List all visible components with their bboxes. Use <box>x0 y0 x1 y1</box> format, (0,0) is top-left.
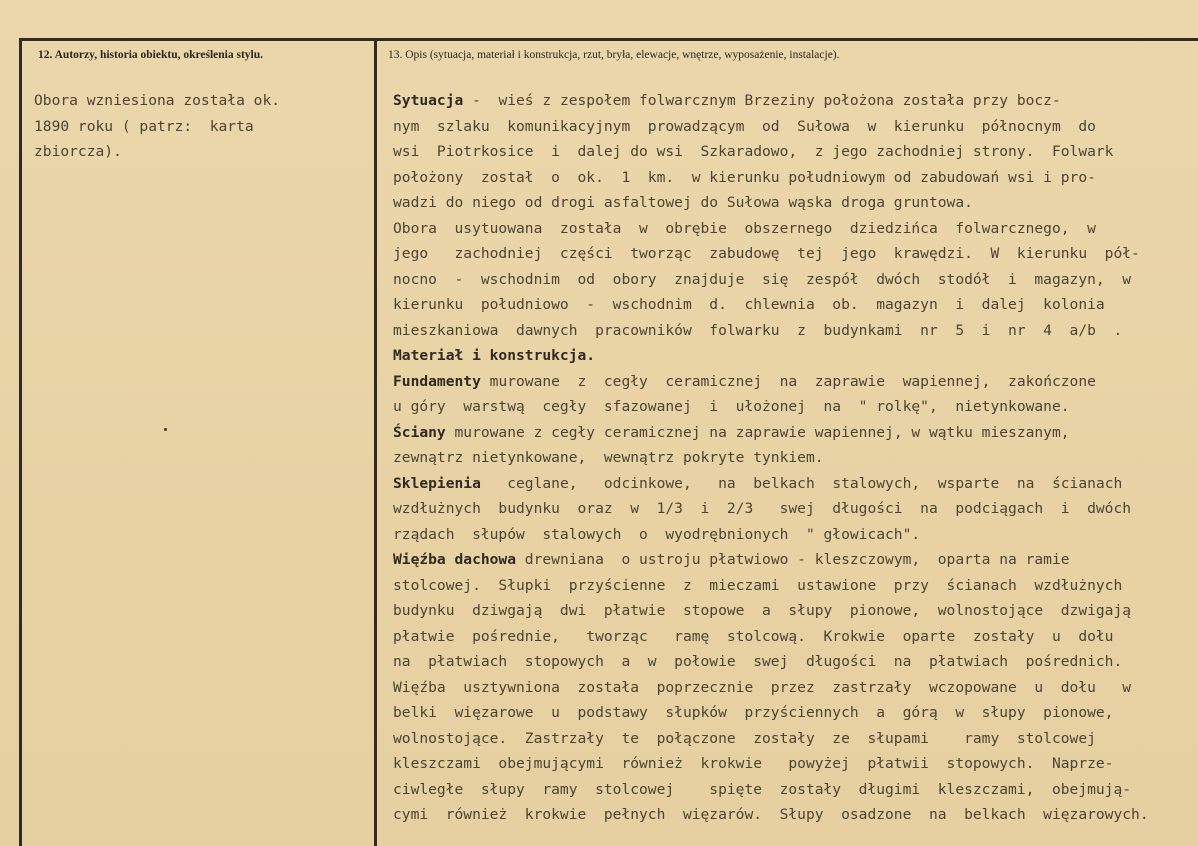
description-line <box>393 292 1183 318</box>
description-line <box>393 216 1183 242</box>
ink-dot <box>164 428 167 431</box>
line-text: rządach słupów stalowych o wyodrębnionych " głowicach". <box>393 525 921 543</box>
line-text: kierunku południowo - wschodnim d. chlewnia ob. magazyn i dalej kolonia <box>393 296 1105 313</box>
line-text: nym szlaku komunikacyjnym prowadzącym od Sułowa w kierunku północnym do <box>393 117 1096 135</box>
line-text: mieszkaniowa dawnych pracowników folwarku z budynkami nr 5 i nr 4 a/b . <box>393 321 1123 339</box>
description-line <box>393 241 1183 267</box>
description-line <box>393 700 1183 726</box>
description-line <box>393 114 1183 140</box>
description-line <box>393 369 1183 395</box>
section-13-heading: 13. Opis (sytuacja, materiał i konstrukcja, rzut, bryła, elewacje, wnętrze, wyposażenie, instalacje). <box>388 49 840 61</box>
description-line <box>393 573 1183 599</box>
description-line <box>393 343 1183 369</box>
line-text: - wieś z zespołem folwarcznym Brzeziny położona została przy bocz- <box>463 92 1061 109</box>
description-line <box>393 777 1183 803</box>
column-divider <box>374 38 377 846</box>
description-line <box>393 675 1183 701</box>
left-border-rule <box>19 38 22 846</box>
line-text: płatwie pośrednie, tworząc ramę stolcową. Krokwie oparte zostały u dołu <box>393 627 1114 645</box>
line-text: ciwległe słupy ramy stolcowej spięte zostały długimi kleszczami, obejmują- <box>393 780 1132 798</box>
description-line <box>393 751 1183 777</box>
description-line <box>393 445 1183 471</box>
description-line <box>393 267 1183 293</box>
line-text: jego zachodniej części tworząc zabudowę tej jego krawędzi. W kierunku pół- <box>393 245 1140 262</box>
description-line <box>393 394 1183 420</box>
subsection-heading: Materiał i konstrukcja. <box>393 347 596 364</box>
description-line <box>393 88 1183 114</box>
line-text: zewnątrz nietynkowane, wewnątrz pokryte tynkiem. <box>393 449 824 466</box>
description-line <box>393 802 1183 828</box>
subsection-heading: Fundamenty <box>393 372 481 390</box>
line-text: na płatwiach stopowych a w połowie swej długości na płatwiach pośrednich. <box>393 653 1123 670</box>
subsection-heading: Więźba dachowa <box>393 551 517 568</box>
description-line <box>393 165 1183 191</box>
line-text: położony został o ok. 1 km. w kierunku południowym od zabudowań wsi i pro- <box>393 168 1096 186</box>
description-line <box>393 496 1183 522</box>
line-text: wsi Piotrkosice i dalej do wsi Szkaradowo, z jego zachodniej strony. Folwark <box>393 143 1114 160</box>
description-line <box>393 726 1183 752</box>
description-line <box>393 522 1183 548</box>
line-text: murowane z cegły ceramicznej na zaprawie wapiennej, zakończone <box>480 372 1096 390</box>
description-line <box>393 190 1183 216</box>
line-text: stolcowej. Słupki przyścienne z mieczami ustawione przy ścianach wzdłużnych <box>393 576 1123 594</box>
line-text: wolnostojące. Zastrzały te połączone zostały ze słupami ramy stolcowej <box>393 729 1096 747</box>
line-text: Obora usytuowana została w obrębie obszernego dziedzińca folwarcznego, w <box>393 219 1096 237</box>
line-text: kleszczami obejmującymi również krokwie powyżej płatwii stopowych. Naprze- <box>393 755 1114 772</box>
line-text: belki więzarowe u podstawy słupków przyściennych a górą w słupy pionowe, <box>393 704 1114 721</box>
description-line <box>393 598 1183 624</box>
header-rule <box>19 38 1198 41</box>
line-text: cymi również krokwie pełnych więzarów. Słupy osadzone na belkach więzarowych. <box>393 806 1149 823</box>
line-text: wzdłużnych budynku oraz w 1/3 i 2/3 swej długości na podciągach i dwóch <box>393 500 1132 517</box>
line-text: nocno - wschodnim od obory znajduje się zespół dwóch stodół i magazyn, w <box>393 270 1132 288</box>
subsection-heading: Sklepienia <box>393 474 481 492</box>
subsection-heading: Sytuacja <box>393 92 464 109</box>
line-text: Więźba usztywniona została poprzecznie przez zastrzały wczopowane u dołu w <box>393 678 1132 696</box>
description-line <box>393 649 1183 675</box>
subsection-heading: Ściany <box>393 423 446 441</box>
description-line <box>393 420 1183 446</box>
line-text: ceglane, odcinkowe, na belkach stalowych, wsparte na ścianach <box>480 474 1123 492</box>
description-line <box>393 318 1183 344</box>
section-12-heading: 12. Autorzy, historia obiektu, określenia stylu. <box>38 49 264 61</box>
line-text: murowane z cegły ceramicznej na zaprawie wapiennej, w wątku mieszanym, <box>445 423 1070 441</box>
line-text: drewniana o ustroju płatwiowo - kleszczowym, oparta na ramie <box>516 551 1070 568</box>
description-line <box>393 547 1183 573</box>
description-line <box>393 139 1183 165</box>
description-line <box>393 624 1183 650</box>
line-text: budynku dziwgają dwi płatwie stopowe a słupy pionowe, wolnostojące dzwigają <box>393 602 1132 619</box>
line-text: u góry warstwą cegły sfazowanej i ułożonej na " rolkę", nietynkowane. <box>393 398 1070 415</box>
history-text: Obora wzniesiona została ok. 1890 roku ( patrz: karta zbiorcza). <box>34 92 281 160</box>
line-text: wadzi do niego od drogi asfaltowej do Sułowa wąska droga gruntowa. <box>393 194 973 211</box>
description-text <box>393 88 1183 828</box>
description-line <box>393 471 1183 497</box>
